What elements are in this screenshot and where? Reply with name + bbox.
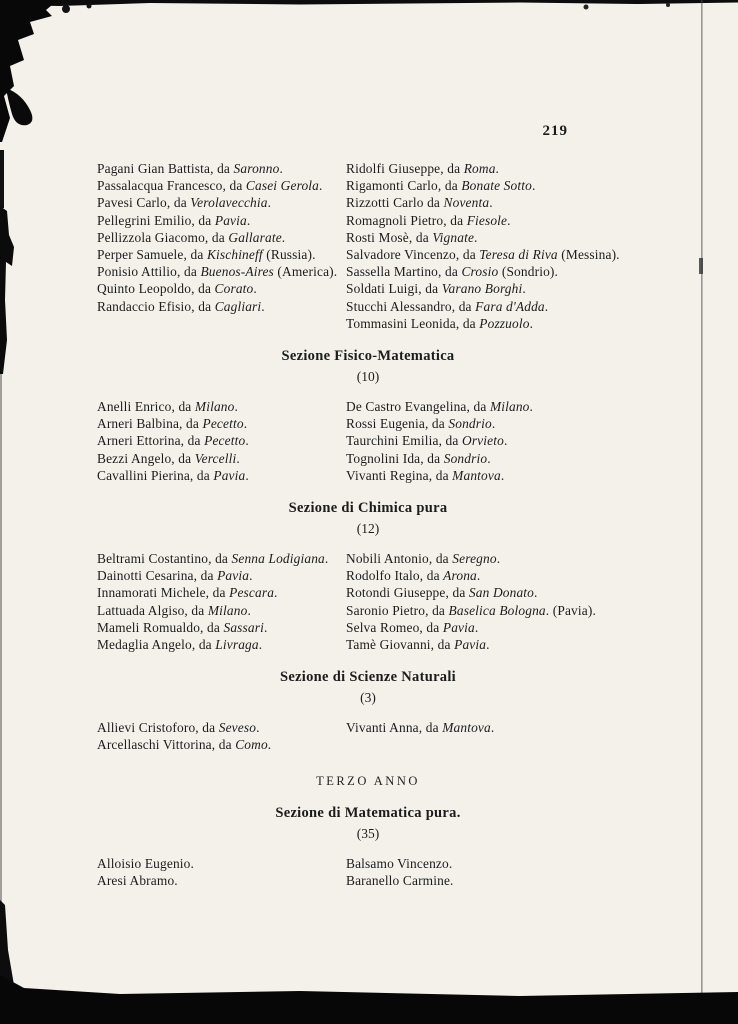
section bbox=[97, 160, 639, 332]
section bbox=[97, 669, 639, 753]
left-column bbox=[97, 719, 346, 753]
entry-text: Passalacqua Francesco, da bbox=[97, 178, 246, 194]
entry-text: . bbox=[474, 229, 478, 245]
place-name: Pecetto bbox=[204, 433, 246, 449]
entry-text: . bbox=[243, 416, 248, 432]
place-name: Pavia bbox=[442, 619, 475, 635]
left-column bbox=[97, 398, 346, 484]
entry-text: De Castro Evangelina, da bbox=[346, 399, 490, 415]
student-entry bbox=[346, 315, 639, 332]
entry-text: Allievi Cristoforo, da bbox=[97, 720, 219, 736]
section-heading: Sezione di Scienze Naturali bbox=[279, 669, 457, 686]
columns bbox=[97, 160, 639, 332]
ink-blotch bbox=[0, 0, 58, 142]
entry-text: . bbox=[544, 298, 549, 314]
place-name: Buenos-Aires bbox=[200, 264, 274, 280]
place-name: Vignate bbox=[432, 229, 475, 245]
student-entry bbox=[346, 855, 639, 872]
entry-text: Rizzotti Carlo da bbox=[346, 195, 444, 211]
student-entry bbox=[346, 719, 639, 736]
entry-text: Selva Romeo, da bbox=[346, 619, 443, 635]
entry-text: Pellizzola Giacomo, da bbox=[97, 229, 229, 245]
ink-speck bbox=[87, 4, 92, 9]
entry-text: Romagnoli Pietro, da bbox=[346, 212, 467, 228]
place-name: Livraga bbox=[215, 637, 259, 653]
section-count: (3) bbox=[360, 690, 376, 706]
entry-text: Tamè Giovanni, da bbox=[346, 637, 455, 653]
student-entry bbox=[346, 177, 639, 194]
entry-text: Vivanti Regina, da bbox=[346, 467, 453, 483]
student-entry bbox=[346, 450, 639, 467]
entry-text: . bbox=[236, 450, 240, 466]
place-name: Roma bbox=[463, 161, 496, 176]
place-name: Teresa di Riva bbox=[479, 247, 558, 263]
student-entry bbox=[97, 567, 340, 584]
entry-text: Ponisio Attilio, da bbox=[97, 264, 201, 280]
entry-text: Taurchini Emilia, da bbox=[346, 433, 462, 449]
student-entry bbox=[97, 177, 340, 194]
entry-text: . bbox=[263, 619, 268, 635]
place-name: Casei Gerola bbox=[245, 178, 320, 194]
right-column bbox=[346, 550, 639, 653]
place-name: Noventa bbox=[443, 195, 490, 211]
place-name: Saronno bbox=[233, 161, 280, 176]
place-name: Pavia bbox=[213, 467, 246, 483]
place-name: Kischineff bbox=[206, 247, 263, 263]
entry-text: . bbox=[267, 737, 272, 753]
student-entry bbox=[346, 602, 639, 619]
ink-speck bbox=[584, 5, 589, 10]
student-entry bbox=[97, 855, 340, 872]
columns bbox=[97, 550, 639, 653]
entry-text: Quinto Leopoldo, da bbox=[97, 281, 215, 297]
student-entry bbox=[346, 872, 639, 889]
scan-edge-left bbox=[0, 900, 20, 998]
student-entry bbox=[97, 263, 340, 280]
student-entry bbox=[346, 212, 639, 229]
columns bbox=[97, 719, 639, 753]
place-name: Fara d'Adda bbox=[475, 298, 545, 314]
place-name: Vercelli bbox=[194, 450, 237, 466]
entry-text: . bbox=[476, 568, 481, 584]
entry-text: Rodolfo Italo, da bbox=[346, 568, 444, 584]
entry-text: . bbox=[256, 720, 260, 736]
student-entry bbox=[97, 194, 340, 211]
entry-text: Aresi Abramo. bbox=[97, 872, 178, 888]
entry-text: Bezzi Angelo, da bbox=[97, 450, 195, 466]
place-name: Sassari bbox=[223, 619, 264, 635]
entry-text: Dainotti Cesarina, da bbox=[97, 568, 218, 584]
entry-text: . bbox=[324, 551, 329, 567]
section-count: (35) bbox=[356, 825, 380, 841]
entry-text: . bbox=[249, 568, 253, 584]
entry-text: Mameli Romualdo, da bbox=[97, 619, 224, 635]
place-name: Pescara bbox=[229, 585, 275, 601]
place-name: Milano bbox=[194, 399, 235, 415]
entry-text: . bbox=[534, 585, 538, 601]
entry-text: . bbox=[319, 178, 323, 194]
entry-text: Balsamo Vincenzo. bbox=[346, 855, 453, 871]
student-entry bbox=[97, 736, 340, 753]
section bbox=[97, 500, 639, 653]
section-heading: Sezione di Chimica pura bbox=[288, 500, 448, 517]
entry-text: Sassella Martino, da bbox=[346, 264, 462, 280]
columns bbox=[97, 855, 639, 889]
student-entry bbox=[97, 298, 340, 315]
ink-blotch bbox=[6, 88, 32, 125]
place-name: Fiesole bbox=[466, 212, 508, 228]
student-entry bbox=[346, 280, 639, 297]
entry-text: Salvadore Vincenzo, da bbox=[346, 247, 480, 263]
entry-text: (Russia). bbox=[262, 247, 316, 263]
student-entry bbox=[97, 550, 340, 567]
section-count: (12) bbox=[356, 521, 380, 537]
entry-text: . bbox=[489, 195, 493, 211]
section bbox=[97, 348, 639, 484]
entry-text: Innamorati Michele, da bbox=[97, 585, 230, 601]
place-name: Corato bbox=[214, 281, 254, 297]
student-entry bbox=[346, 619, 639, 636]
scan-line-right bbox=[701, 0, 703, 1024]
sections bbox=[97, 160, 639, 889]
student-entry bbox=[346, 636, 639, 653]
place-name: Sondrio bbox=[448, 416, 492, 432]
student-entry bbox=[346, 246, 639, 263]
right-column bbox=[346, 855, 639, 889]
entry-text: Lattuada Algiso, da bbox=[97, 602, 208, 618]
student-entry bbox=[346, 467, 639, 484]
right-column bbox=[346, 719, 639, 736]
place-name: Mantova bbox=[452, 467, 501, 483]
place-name: Arona bbox=[443, 568, 477, 584]
scan-edge-bottom bbox=[0, 975, 738, 1024]
entry-text: Arneri Ettorina, da bbox=[97, 433, 205, 449]
student-entry bbox=[97, 619, 340, 636]
scan-edge-left bbox=[0, 150, 4, 208]
place-name: Pozzuolo bbox=[479, 315, 530, 331]
right-column bbox=[346, 398, 639, 484]
entry-text: . (Pavia). bbox=[545, 602, 596, 618]
entry-text: Vivanti Anna, da bbox=[346, 720, 443, 736]
ink-speck bbox=[699, 258, 703, 274]
entry-text: . bbox=[247, 602, 251, 618]
ink-speck bbox=[666, 3, 670, 7]
place-name: Pavia bbox=[214, 212, 247, 228]
student-entry bbox=[346, 160, 639, 177]
student-entry bbox=[97, 432, 340, 449]
entry-text: Pavesi Carlo, da bbox=[97, 195, 191, 211]
student-entry bbox=[346, 567, 639, 584]
place-name: Orvieto bbox=[462, 433, 504, 449]
entry-text: (Messina). bbox=[557, 247, 620, 263]
place-name: Mantova bbox=[442, 720, 491, 736]
page-content bbox=[97, 160, 639, 889]
student-entry bbox=[346, 298, 639, 315]
entry-text: Randaccio Efisio, da bbox=[97, 298, 215, 314]
student-entry bbox=[97, 229, 340, 246]
place-name: Milano bbox=[207, 602, 248, 618]
columns bbox=[97, 398, 639, 484]
entry-text: . bbox=[246, 212, 251, 228]
entry-text: Alloisio Eugenio. bbox=[97, 855, 195, 871]
entry-text: Rossi Eugenia, da bbox=[346, 416, 449, 432]
year-heading: TERZO ANNO bbox=[316, 773, 420, 788]
section-count: (10) bbox=[356, 369, 380, 385]
entry-text: . bbox=[281, 229, 286, 245]
entry-text: Perper Samuele, da bbox=[97, 247, 207, 263]
student-entry bbox=[97, 872, 340, 889]
entry-text: . bbox=[491, 416, 496, 432]
place-name: Gallarate bbox=[228, 229, 282, 245]
left-column bbox=[97, 160, 346, 315]
entry-text: Baranello Carmine. bbox=[346, 872, 454, 888]
entry-text: . bbox=[474, 619, 479, 635]
entry-text: Anelli Enrico, da bbox=[97, 399, 195, 415]
entry-text: . bbox=[261, 298, 265, 314]
entry-text: . bbox=[245, 433, 249, 449]
place-name: Bonate Sotto bbox=[461, 178, 532, 194]
student-entry bbox=[97, 719, 340, 736]
left-column bbox=[97, 855, 346, 889]
section-heading: Sezione di Matematica pura. bbox=[275, 804, 461, 821]
student-entry bbox=[97, 450, 340, 467]
entry-text: Tognolini Ida, da bbox=[346, 450, 444, 466]
page-number: 219 bbox=[542, 123, 568, 139]
entry-text: . bbox=[253, 281, 257, 297]
entry-text: (America). bbox=[273, 264, 338, 280]
student-entry bbox=[97, 160, 340, 177]
entry-text: Saronio Pietro, da bbox=[346, 602, 449, 618]
entry-text: Soldati Luigi, da bbox=[346, 281, 442, 297]
section bbox=[97, 774, 639, 889]
entry-text: . bbox=[503, 433, 508, 449]
entry-text: . bbox=[267, 195, 272, 211]
place-name: Seregno bbox=[452, 551, 497, 567]
student-entry bbox=[97, 212, 340, 229]
place-name: Cagliari bbox=[214, 298, 262, 314]
place-name: Seveso bbox=[218, 720, 257, 736]
student-entry bbox=[97, 415, 340, 432]
student-entry bbox=[346, 194, 639, 211]
place-name: Como bbox=[235, 737, 268, 753]
entry-text: Arcellaschi Vittorina, da bbox=[97, 737, 236, 753]
entry-text: Rotondi Giuseppe, da bbox=[346, 585, 469, 601]
student-entry bbox=[346, 263, 639, 280]
entry-text: . bbox=[507, 212, 511, 228]
entry-text: . bbox=[496, 551, 501, 567]
student-entry bbox=[97, 467, 340, 484]
scan-edge-left bbox=[0, 206, 14, 374]
entry-text: Medaglia Angelo, da bbox=[97, 637, 216, 653]
place-name: Milano bbox=[489, 399, 530, 415]
place-name: San Donato bbox=[468, 585, 535, 601]
entry-text: Tommasini Leonida, da bbox=[346, 315, 480, 331]
entry-text: . bbox=[522, 281, 526, 297]
ink-speck bbox=[62, 5, 70, 13]
entry-text: Pellegrini Emilio, da bbox=[97, 212, 215, 228]
entry-text: . bbox=[258, 637, 263, 653]
place-name: Pavia bbox=[217, 568, 250, 584]
entry-text: . bbox=[529, 399, 534, 415]
entry-text: . bbox=[274, 585, 278, 601]
student-entry bbox=[346, 550, 639, 567]
entry-text: Nobili Antonio, da bbox=[346, 551, 453, 567]
entry-text: . bbox=[245, 467, 249, 483]
student-entry bbox=[346, 432, 639, 449]
right-column bbox=[346, 160, 639, 332]
section-heading: Sezione Fisico-Matematica bbox=[281, 348, 455, 365]
place-name: Crosio bbox=[461, 264, 499, 280]
entry-text: Rigamonti Carlo, da bbox=[346, 178, 462, 194]
place-name: Pavia bbox=[454, 637, 487, 653]
entry-text: Pagani Gian Battista, da bbox=[97, 161, 234, 176]
entry-text: Stucchi Alessandro, da bbox=[346, 298, 476, 314]
entry-text: . bbox=[234, 399, 238, 415]
entry-text: . bbox=[495, 161, 500, 176]
place-name: Sondrio bbox=[443, 450, 488, 466]
place-name: Pecetto bbox=[202, 416, 244, 432]
entry-text: Arneri Balbina, da bbox=[97, 416, 203, 432]
entry-text: . bbox=[531, 178, 536, 194]
student-entry bbox=[97, 602, 340, 619]
entry-text: . bbox=[487, 450, 491, 466]
entry-text: Beltrami Costantino, da bbox=[97, 551, 232, 567]
entry-text: Cavallini Pierina, da bbox=[97, 467, 214, 483]
student-entry bbox=[97, 636, 340, 653]
entry-text: Rosti Mosè, da bbox=[346, 229, 433, 245]
student-entry bbox=[346, 415, 639, 432]
student-entry bbox=[97, 246, 340, 263]
scan-edge-top bbox=[0, 0, 738, 6]
entry-text: . bbox=[486, 637, 490, 653]
scan-edge-left bbox=[0, 374, 2, 974]
entry-text: Ridolfi Giuseppe, da bbox=[346, 161, 464, 176]
left-column bbox=[97, 550, 346, 653]
place-name: Varano Borghi bbox=[441, 281, 523, 297]
place-name: Verolavecchia bbox=[190, 195, 268, 211]
place-name: Senna Lodigiana bbox=[231, 551, 325, 567]
entry-text: . bbox=[500, 467, 505, 483]
student-entry bbox=[346, 229, 639, 246]
student-entry bbox=[97, 398, 340, 415]
entry-text: . bbox=[279, 161, 283, 176]
student-entry bbox=[97, 280, 340, 297]
entry-text: . bbox=[529, 315, 534, 331]
student-entry bbox=[346, 398, 639, 415]
student-entry bbox=[346, 584, 639, 601]
entry-text: (Sondrio). bbox=[498, 264, 559, 280]
student-entry bbox=[97, 584, 340, 601]
place-name: Baselica Bologna bbox=[448, 602, 546, 618]
entry-text: . bbox=[490, 720, 495, 736]
